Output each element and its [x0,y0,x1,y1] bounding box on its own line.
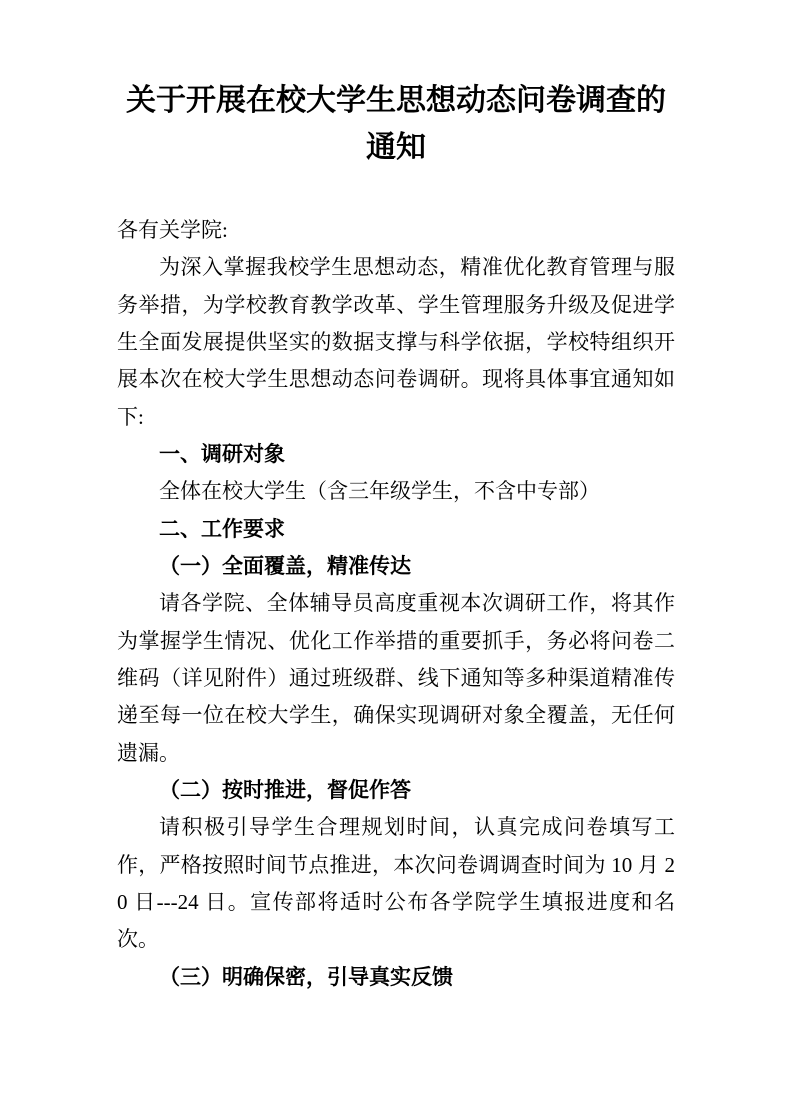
section-2-sub-1-heading: （一）全面覆盖，精准传达 [159,553,411,578]
section-2-heading: 二、工作要求 [159,517,285,541]
document-body [117,212,675,996]
intro-paragraph: 为深入掌握我校学生思想动态，精准优化教育管理与服务举措，为学校教育教学改革、学生管理服务升级及促进学生全面发展提供坚实的数据支撑与科学依据，学校特组织开展本次在校大学生思想动态问卷调研。现将具体事宜通知如下: [117,255,675,429]
salutation: 各有关学院: [117,218,228,242]
section-2-sub-3-heading: （三）明确保密，引导真实反馈 [159,964,453,989]
section-2-sub-1-body: 请各学院、全体辅导员高度重视本次调研工作，将其作为掌握学生情况、优化工作举措的重要抓手，务必将问卷二维码（详见附件）通过班级群、线下通知等多种渠道精准传递至每一位在校大学生，确保实现调研对象全覆盖，无任何遗漏。 [117,591,675,765]
document-title: 关于开展在校大学生思想动态问卷调查的通知 [126,84,666,164]
section-1-body: 全体在校大学生（含三年级学生，不含中专部） [159,479,600,504]
section-1-heading: 一、调研对象 [159,442,285,466]
section-2-sub-2-heading: （二）按时推进，督促作答 [159,777,411,802]
section-2-sub-2-body: 请积极引导学生合理规划时间，认真完成问卷填写工作，严格按照时间节点推进，本次问卷调调查时间为 10 月 20 日---24 日。宣传部将适时公布各学院学生填报进度和名次。 [117,815,675,952]
